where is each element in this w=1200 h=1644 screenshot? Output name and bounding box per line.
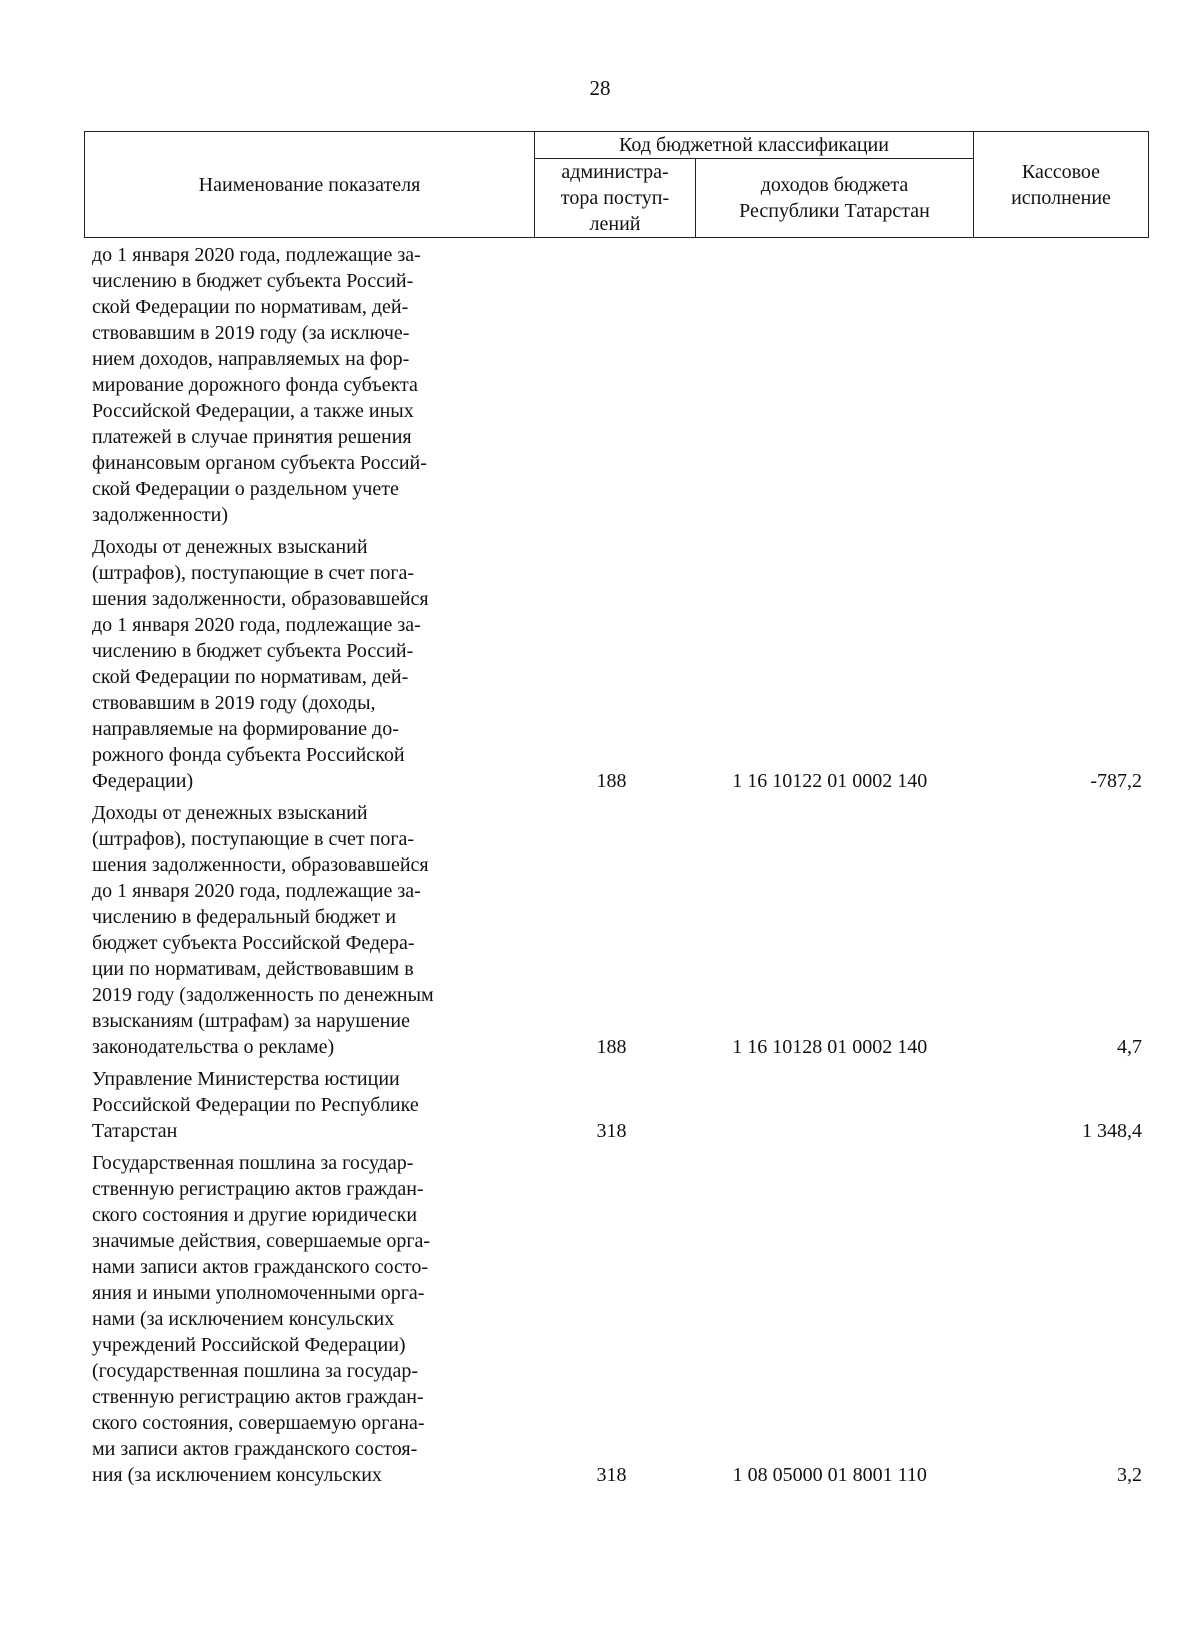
table-row	[84, 800, 1148, 1060]
row-administrator-code: 188	[596, 1036, 627, 1058]
row-amount: -787,2	[1090, 770, 1142, 792]
row-income-code: 1 16 10122 01 0002 140	[732, 770, 928, 792]
header-cash-execution: Кассовое исполнение	[974, 132, 1149, 238]
row-administrator-code: 188	[596, 770, 627, 792]
header-budget-income: доходов бюджета Республики Татарстан	[696, 159, 974, 238]
row-income-code: 1 16 10128 01 0002 140	[732, 1036, 928, 1058]
row-indicator-name: до 1 января 2020 года, подлежащие за- числению в бюджет субъекта Россий- ской Федерации по нормативам, дей- ствовавшим в 2019 году (за исключе- нием доходов, направляемых на фор- мирование дорожного фонда субъекта Российской Федерации, а также иных платежей в случае принятия решения финансовым органом субъекта Россий- ской Федерации о раздельном учете задолженности)	[92, 244, 427, 526]
table-row	[84, 1066, 1148, 1144]
table-row	[84, 242, 1148, 528]
row-indicator-name: Управление Министерства юстиции Российской Федерации по Республике Татарстан	[92, 1068, 419, 1142]
header-indicator-name: Наименование показателя	[85, 132, 535, 238]
row-amount: 3,2	[1116, 1464, 1142, 1486]
row-amount: 4,7	[1116, 1036, 1142, 1058]
table-body	[84, 242, 1148, 1494]
row-income-code: 1 08 05000 01 8001 110	[732, 1464, 927, 1486]
table-header	[84, 131, 1149, 238]
row-indicator-name: Доходы от денежных взысканий (штрафов), поступающие в счет пога- шения задолженности, образовавшейся до 1 января 2020 года, подлежащие за- числению в федеральный бюджет и бюджет субъекта Российской Федера- ции по нормативам, действовавшим в 2019 году (задолженность по денежным взысканиям (штрафам) за нарушение законодательства о рекламе)	[92, 802, 434, 1058]
row-indicator-name: Доходы от денежных взысканий (штрафов), поступающие в счет пога- шения задолженности, образовавшейся до 1 января 2020 года, подлежащие за- числению в бюджет субъекта Россий- ской Федерации по нормативам, дей- ствовавшим в 2019 году (доходы, направляемые на формирование до- рожного фонда субъекта Российской Федерации)	[92, 536, 429, 792]
row-administrator-code: 318	[596, 1120, 627, 1142]
table-row	[84, 534, 1148, 794]
table-row	[84, 1150, 1148, 1488]
row-indicator-name: Государственная пошлина за государ- ственную регистрацию актов граждан- ского состояния и другие юридически значимые действия, совершаемые орга- нами записи актов гражданского состо- яния и иными уполномоченными орга- нами (за исключением консульских учреждений Российской Федерации) (государственная пошлина за государ- ственную регистрацию актов граждан- ского состояния, совершаемую органа- ми записи актов гражданского состоя- ния (за исключением консульских	[92, 1152, 431, 1486]
row-amount: 1 348,4	[1081, 1120, 1142, 1142]
header-administrator: администра- тора поступ- лений	[535, 159, 696, 238]
row-administrator-code: 318	[596, 1464, 627, 1486]
header-classification-code: Код бюджетной классификации	[535, 132, 974, 159]
page-number: 28	[589, 76, 611, 100]
